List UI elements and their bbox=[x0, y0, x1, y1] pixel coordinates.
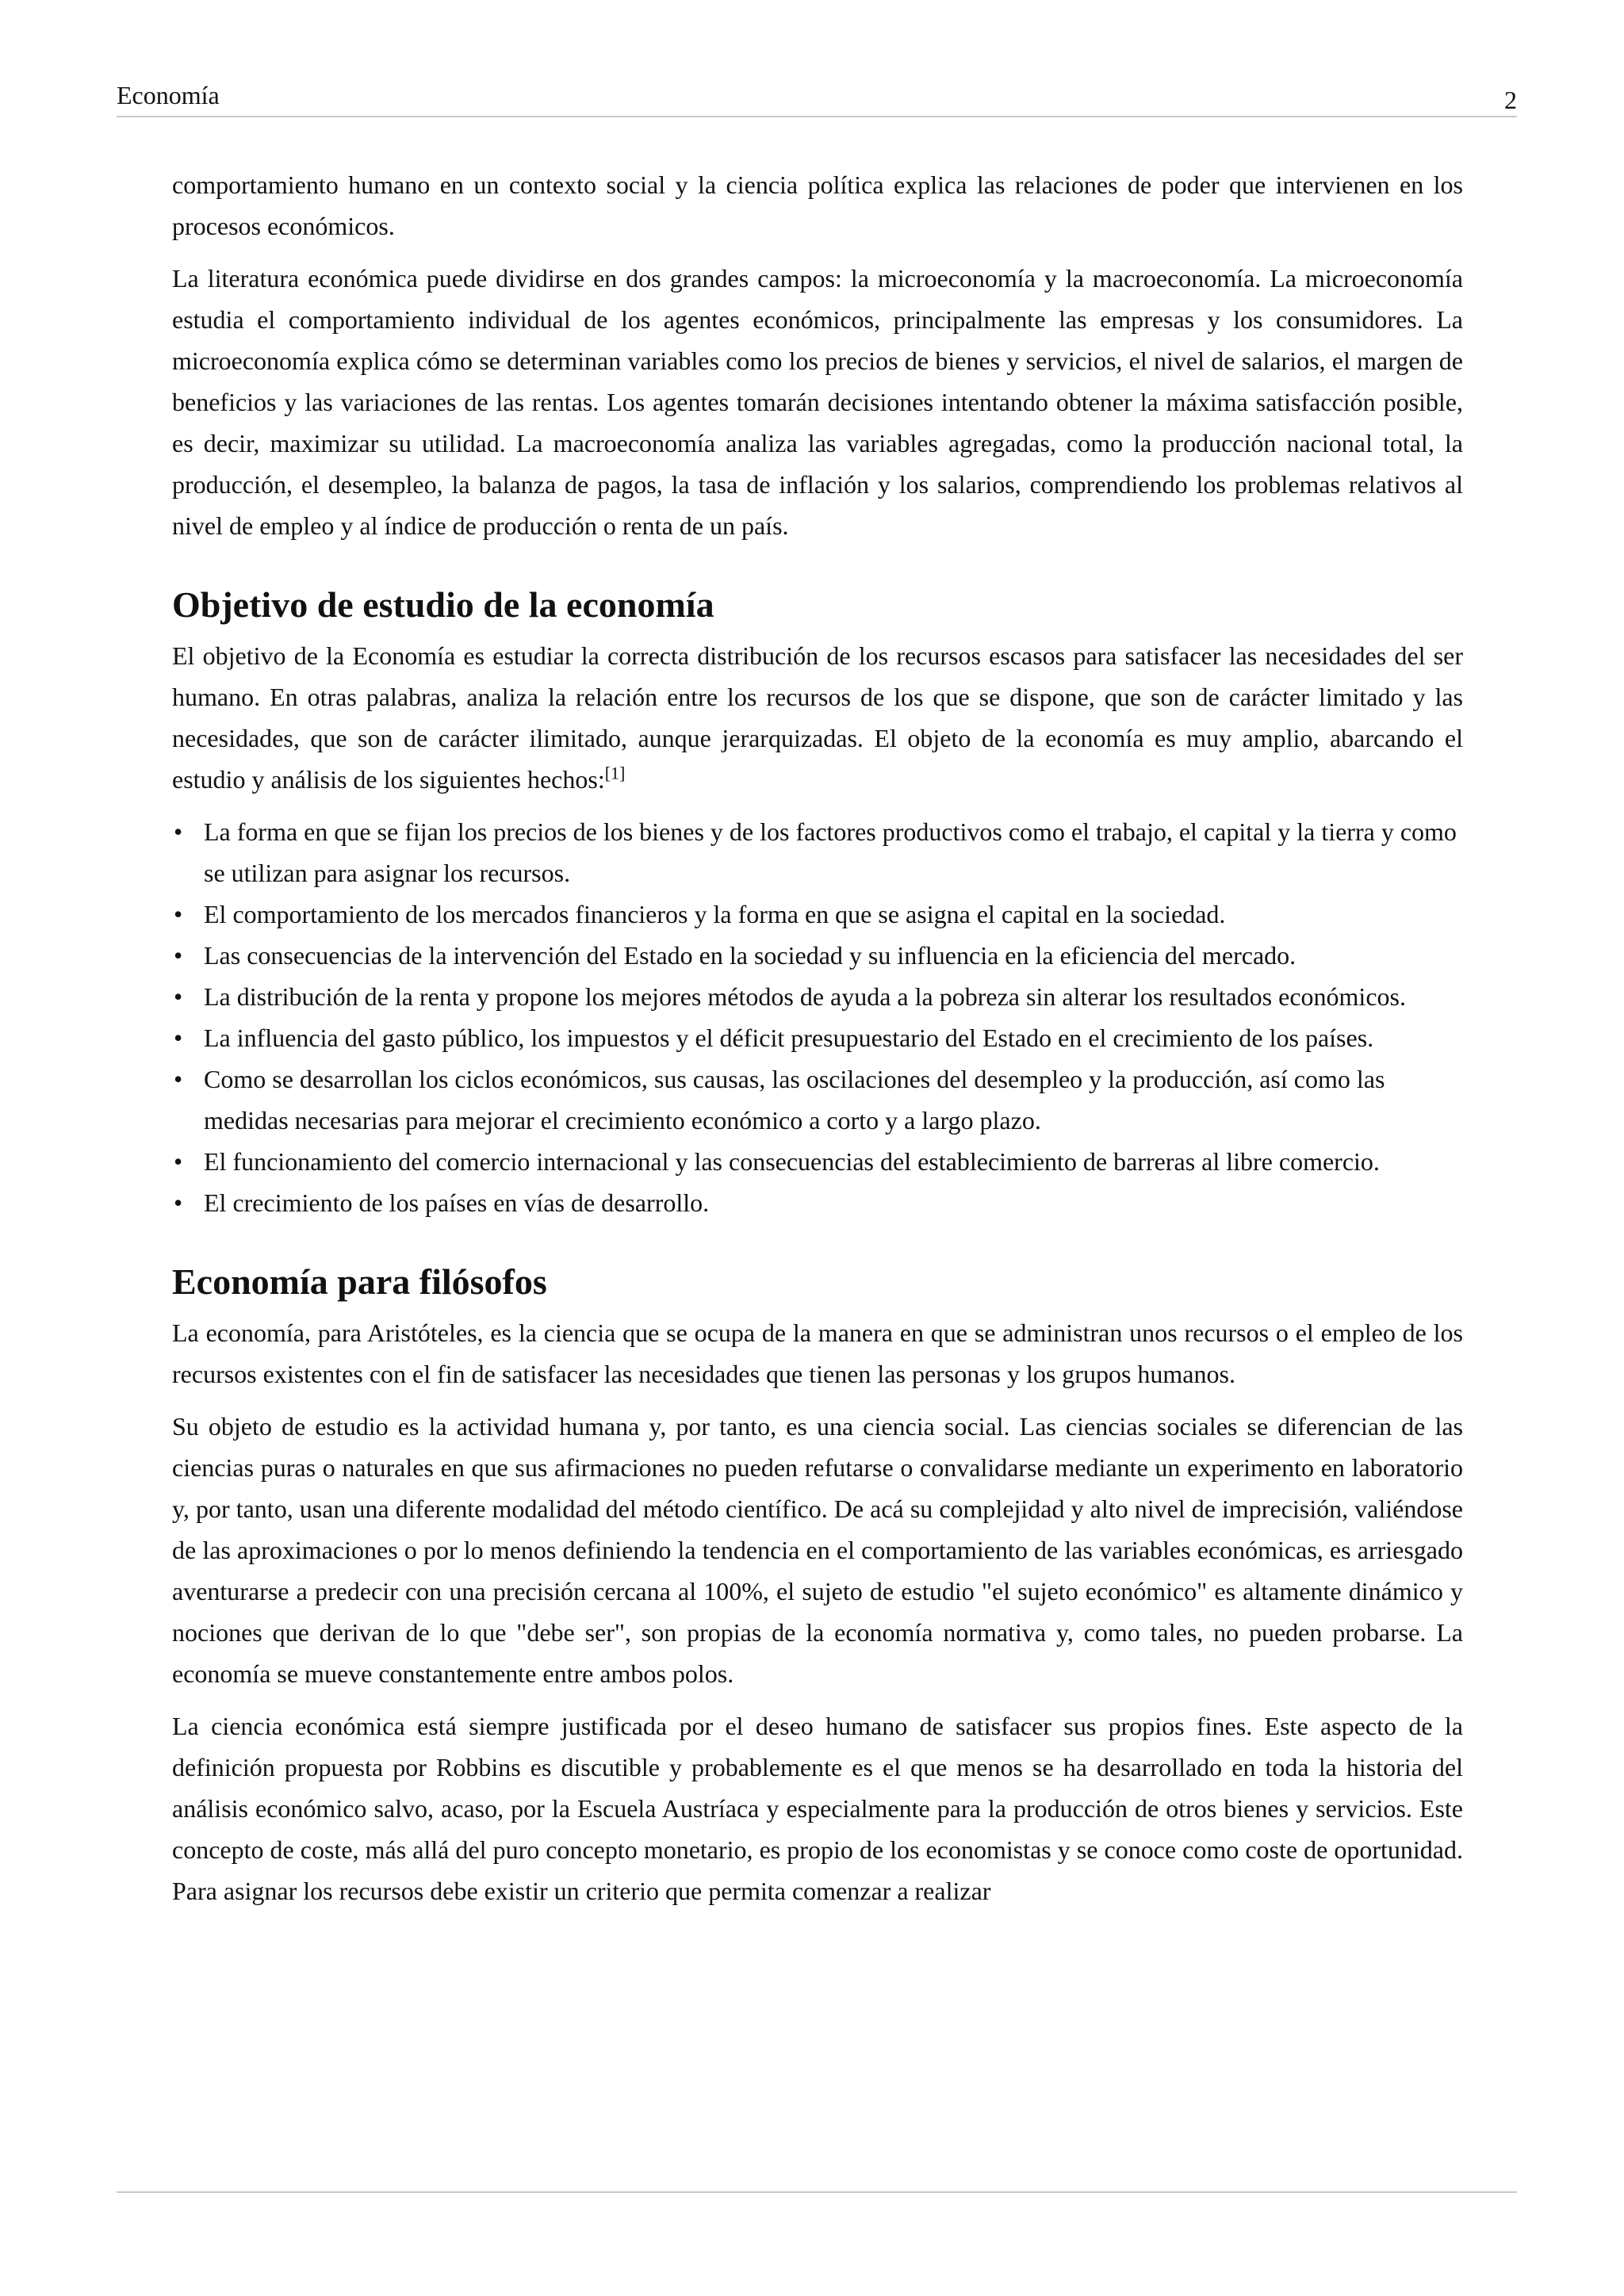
page-footer-rule bbox=[117, 2191, 1517, 2193]
filosofos-paragraph-aristoteles: La economía, para Aristóteles, es la ciencia que se ocupa de la manera en que se administran unos recursos o el empleo de los recursos existentes con el fin de satisfacer las necesidades que tienen las personas y los grupos humanos. bbox=[172, 1318, 1463, 1388]
page-header bbox=[117, 76, 1517, 117]
list-item: • El comportamiento de los mercados financieros y la forma en que se asigna el capital en la sociedad. bbox=[172, 894, 1463, 935]
list-item: • La influencia del gasto público, los impuestos y el déficit presupuestario del Estado en el crecimiento de los países. bbox=[172, 1017, 1463, 1058]
list-item: • El crecimiento de los países en vías de desarrollo. bbox=[172, 1182, 1463, 1223]
article-body bbox=[172, 164, 1463, 1923]
section-heading-filosofos: Economía para filósofos bbox=[172, 1261, 547, 1302]
list-item: • El funcionamiento del comercio internacional y las consecuencias del establecimiento de barreras al libre comercio. bbox=[172, 1141, 1463, 1182]
filosofos-paragraph-robbins: La ciencia económica está siempre justificada por el deseo humano de satisfacer sus propios fines. Este aspecto de la definición propuesta por Robbins es discutible y probablemente es el que menos se ha desarrollado en toda la historia del análisis económico salvo, acaso, por la Escuela Austríaca y especialmente para la producción de otros bienes y servicios. Este concepto de coste, más allá del puro concepto monetario, es propio de los economistas y se conoce como coste de oportunidad. Para asignar los recursos debe existir un criterio que permita comenzar a realizar bbox=[172, 1712, 1463, 1905]
list-item: • La forma en que se fijan los precios de los bienes y de los factores productivos como el trabajo, el capital y la tierra y como se utilizan para asignar los recursos. bbox=[172, 811, 1463, 894]
intro-paragraph-continuation: comportamiento humano en un contexto social y la ciencia política explica las relaciones de poder que intervienen en los procesos económicos. bbox=[172, 170, 1463, 240]
list-item: • La distribución de la renta y propone los mejores métodos de ayuda a la pobreza sin alterar los resultados económicos. bbox=[172, 976, 1463, 1017]
list-item: • Como se desarrollan los ciclos económicos, sus causas, las oscilaciones del desempleo y la producción, así como las medidas necesarias para mejorar el crecimiento económico a corto y a largo plazo. bbox=[172, 1058, 1463, 1141]
running-header-title: Economía bbox=[117, 81, 220, 109]
filosofos-paragraph-ciencia-social: Su objeto de estudio es la actividad humana y, por tanto, es una ciencia social. Las ciencias sociales se diferencian de las ciencias puras o naturales en que sus afirmaciones no pueden refutarse o convalidarse mediante un experimento en laboratorio y, por tanto, usan una diferente modalidad del método científico. De acá su complejidad y alto nivel de imprecisión, valiéndose de las aproximaciones o por lo menos definiendo la tendencia en el comportamiento de las variables económicas, es arriesgado aventurarse a predecir con una precisión cercana al 100%, el sujeto de estudio "el sujeto económico" es altamente dinámico y nociones que derivan de lo que "debe ser", son propias de la economía normativa y, como tales, no pueden probarse. La economía se mueve constantemente entre ambos polos. bbox=[172, 1412, 1463, 1688]
page-number: 2 bbox=[1504, 86, 1517, 114]
section-heading-objetivo: Objetivo de estudio de la economía bbox=[172, 584, 714, 625]
objetivo-paragraph bbox=[172, 635, 1463, 800]
list-item: • Las consecuencias de la intervención del Estado en la sociedad y su influencia en la eficiencia del mercado. bbox=[172, 935, 1463, 976]
objetivo-list bbox=[172, 811, 1463, 1223]
intro-paragraph-micro-macro: La literatura económica puede dividirse en dos grandes campos: la microeconomía y la macroeconomía. La microeconomía estudia el comportamiento individual de los agentes económicos, principalmente las empresas y los consumidores. La microeconomía explica cómo se determinan variables como los precios de bienes y servicios, el nivel de salarios, el margen de beneficios y las variaciones de las rentas. Los agentes tomarán decisiones intentando obtener la máxima satisfacción posible, es decir, maximizar su utilidad. La macroeconomía analiza las variables agregadas, como la producción nacional total, la producción, el desempleo, la balanza de pagos, la tasa de inflación y los salarios, comprendiendo los problemas relativos al nivel de empleo y al índice de producción o renta de un país. bbox=[172, 264, 1463, 540]
objetivo-paragraph-text: El objetivo de la Economía es estudiar la correcta distribución de los recursos escasos para satisfacer las necesidades del ser humano. En otras palabras, analiza la relación entre los recursos de los que se dispone, que son de carácter limitado y las necesidades, que son de carácter ilimitado, aunque jerarquizadas. El objeto de la economía es muy amplio, abarcando el estudio y análisis de los siguientes hechos: bbox=[172, 641, 1463, 794]
citation-link[interactable]: [1] bbox=[604, 763, 626, 783]
